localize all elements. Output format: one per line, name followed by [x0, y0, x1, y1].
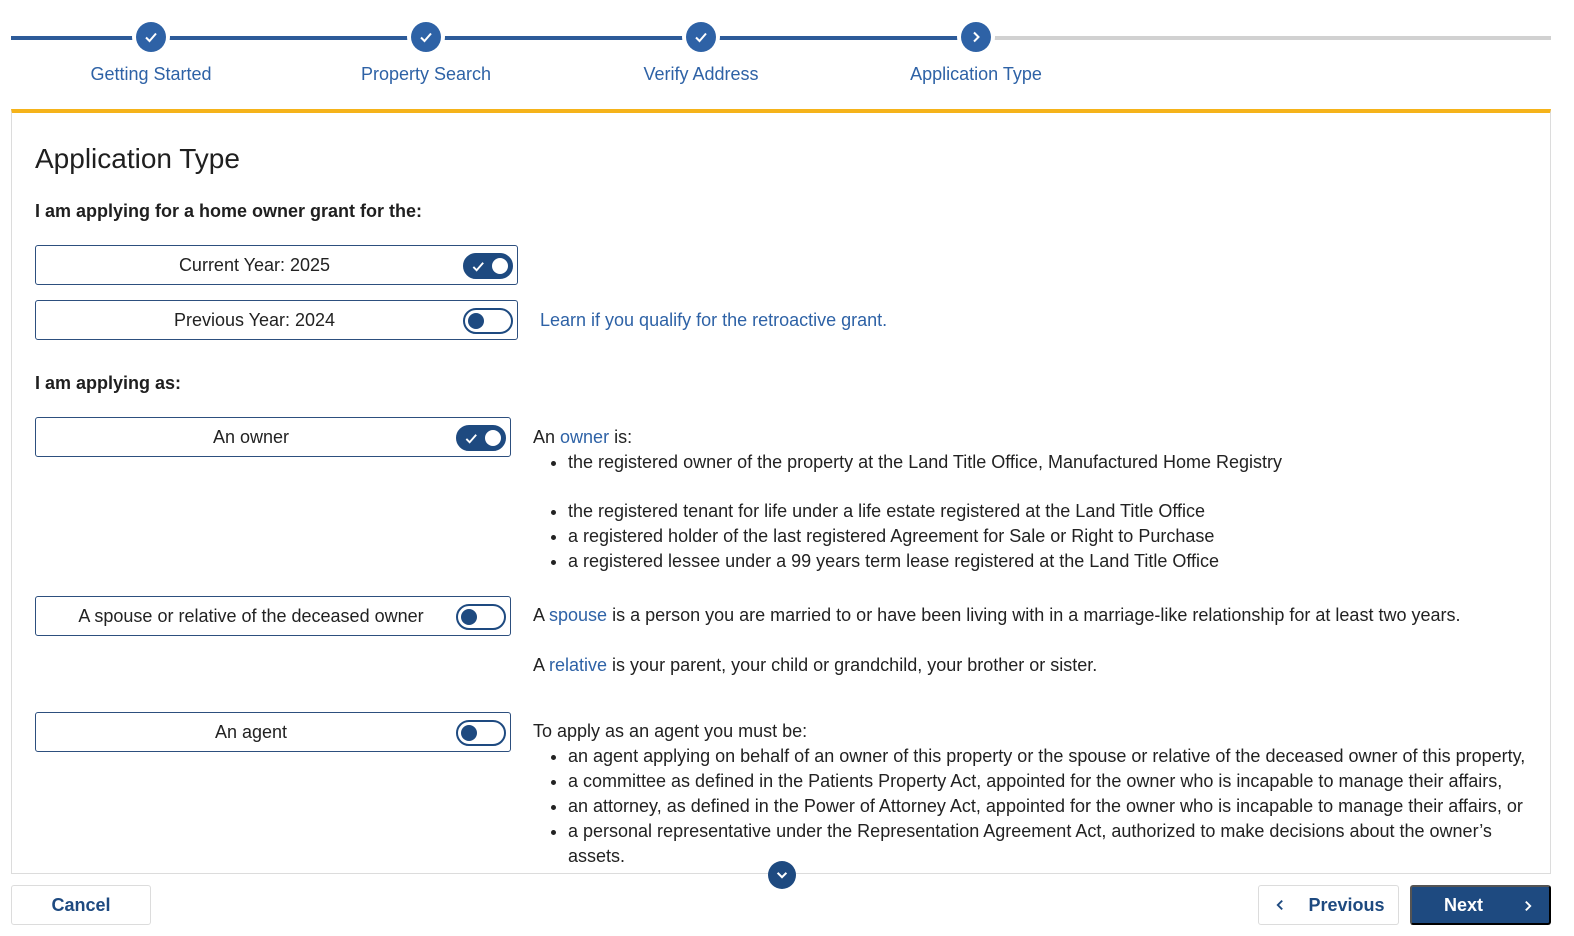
owner-term-link[interactable]: owner [560, 427, 610, 447]
step-application-type[interactable] [846, 22, 1106, 85]
check-icon [471, 259, 486, 274]
page-title: Application Type [35, 143, 240, 174]
next-button[interactable] [1410, 885, 1551, 925]
grant-section-label: I am applying for a home owner grant for the: [35, 201, 423, 221]
list-item: • the registered owner of the property at the Land Title Office, Manufactured Home Registry [568, 450, 1282, 475]
step-getting-started[interactable] [21, 22, 281, 85]
chevron-down-icon [775, 868, 789, 882]
step-label: Application Type [910, 64, 1042, 84]
relative-prefix: A [533, 655, 550, 675]
check-icon [136, 22, 166, 52]
current-year-switch[interactable] [463, 253, 513, 279]
spouse-description [533, 603, 1460, 628]
agent-intro: To apply as an agent you must be: [533, 721, 808, 741]
owner-switch[interactable] [456, 425, 506, 451]
check-icon [686, 22, 716, 52]
previous-year-label: Previous Year: 2024 [173, 309, 336, 330]
list-item: • a personal representative under the Representation Agreement Act, authorized to make decisions about the owner’s assets. [568, 819, 1550, 869]
list-item: • the registered tenant for life under a life estate registered at the Land Title Office [568, 499, 1282, 524]
owner-description [533, 425, 1282, 574]
cancel-button[interactable]: Cancel [11, 885, 151, 925]
switch-knob [492, 258, 508, 274]
agent-switch[interactable] [456, 720, 506, 746]
list-spacer [568, 475, 1282, 499]
list-item: • a registered lessee under a 99 years term lease registered at the Land Title Office [568, 549, 1282, 574]
application-type-panel [11, 109, 1551, 874]
agent-criteria-list [568, 744, 1550, 869]
owner-criteria-list [568, 450, 1282, 574]
spouse-relative-switch[interactable] [456, 604, 506, 630]
switch-knob [461, 609, 477, 625]
previous-button[interactable] [1258, 885, 1399, 925]
spouse-relative-label: A spouse or relative of the deceased owner [78, 605, 424, 626]
chevron-left-icon [1273, 898, 1287, 912]
spouse-prefix: A [533, 605, 550, 625]
owner-toggle[interactable] [35, 417, 511, 457]
previous-year-toggle[interactable] [35, 300, 518, 340]
step-label: Getting Started [90, 64, 212, 84]
switch-knob [468, 313, 484, 329]
check-icon [411, 22, 441, 52]
previous-label: Previous [1308, 894, 1385, 915]
applying-as-label: I am applying as: [35, 373, 182, 393]
list-item: • a committee as defined in the Patients Property Act, appointed for the owner who is incapable to manage their affairs, [568, 769, 1550, 794]
check-icon [464, 431, 479, 446]
current-year-label: Current Year: 2025 [178, 254, 331, 275]
step-label: Property Search [360, 64, 492, 84]
switch-knob [485, 430, 501, 446]
switch-knob [461, 725, 477, 741]
next-label: Next [1443, 894, 1483, 915]
list-item: • an attorney, as defined in the Power of Attorney Act, appointed for the owner who is incapable to manage their affairs, or [568, 794, 1550, 819]
scroll-down-button[interactable] [768, 861, 796, 889]
owner-label: An owner [212, 426, 290, 447]
current-year-toggle[interactable] [35, 245, 518, 285]
previous-year-switch[interactable] [463, 308, 513, 334]
spouse-relative-toggle[interactable] [35, 596, 511, 636]
agent-toggle[interactable] [35, 712, 511, 752]
retroactive-grant-link[interactable]: Learn if you qualify for the retroactive grant. [540, 310, 888, 330]
spouse-suffix: is a person you are married to or have been living with in a marriage-like relationship for at least two years. [607, 605, 1461, 625]
list-item: • a registered holder of the last registered Agreement for Sale or Right to Purchase [568, 524, 1282, 549]
step-verify-address[interactable] [571, 22, 831, 85]
spouse-term-link[interactable]: spouse [549, 605, 608, 625]
step-property-search[interactable] [296, 22, 556, 85]
owner-intro-prefix: An [533, 427, 561, 447]
relative-description [533, 653, 1097, 678]
progress-stepper [0, 0, 1574, 100]
relative-suffix: is your parent, your child or grandchild, your brother or sister. [607, 655, 1098, 675]
owner-intro [533, 425, 1282, 450]
list-item: • an agent applying on behalf of an owner of this property or the spouse or relative of the deceased owner of this property, [568, 744, 1550, 769]
step-label: Verify Address [643, 64, 759, 84]
owner-intro-suffix: is: [609, 427, 633, 447]
agent-label: An agent [214, 721, 288, 742]
chevron-right-icon [1521, 899, 1535, 913]
agent-description [533, 719, 1550, 869]
relative-term-link[interactable]: relative [549, 655, 608, 675]
chevron-right-icon [961, 22, 991, 52]
